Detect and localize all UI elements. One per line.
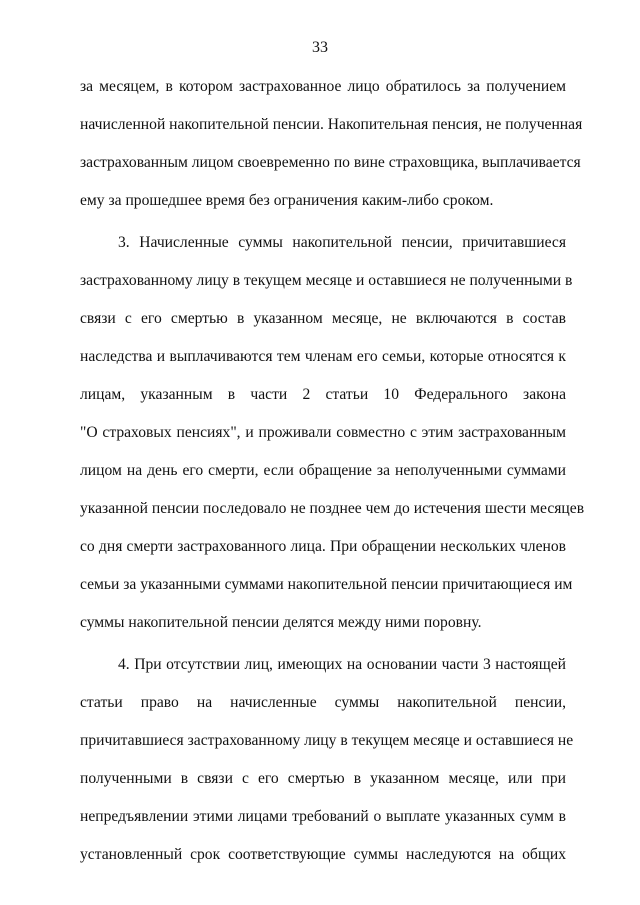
text-line: причитавшиеся застрахованному лицу в текущем месяце и оставшиеся не [80,732,574,749]
text-line: "О страховых пенсиях", и проживали совместно с этим застрахованным [80,424,566,441]
page-number: 33 [312,39,328,56]
text-line: застрахованному лицу в текущем месяце и оставшиеся не полученными в [80,272,573,289]
text-line: семьи за указанными суммами накопительной пенсии причитающиеся им [80,576,573,593]
text-line: 4. При отсутствии лиц, имеющих на основании части 3 настоящей [118,656,566,673]
text-line: 3. Начисленные суммы накопительной пенсии, причитавшиеся [118,234,566,251]
text-line: со дня смерти застрахованного лица. При обращении нескольких членов [80,538,566,555]
text-line: начисленной накопительной пенсии. Накопительная пенсия, не полученная [80,116,583,133]
text-line: лицам, указанным в части 2 статьи 10 Федерального закона [80,386,566,403]
text-line: непредъявлении этими лицами требований о выплате указанных сумм в [80,808,566,825]
text-line: ему за прошедшее время без ограничения каким-либо сроком. [80,192,494,209]
text-line: полученными в связи с его смертью в указанном месяце, или при [80,770,566,787]
document-body [80,75,585,881]
paragraph-continuation [80,75,583,227]
text-line: за месяцем, в котором застрахованное лицо обратилось за получением [80,78,566,95]
text-line: лицом на день его смерти, если обращение за неполученными суммами [80,462,566,479]
text-line: указанной пенсии последовало не позднее чем до истечения шести месяцев [80,500,585,517]
text-line: суммы накопительной пенсии делятся между ними поровну. [80,614,482,631]
text-line: связи с его смертью в указанном месяце, не включаются в состав [80,310,566,327]
paragraph-item-4 [80,653,574,881]
paragraph-item-3 [80,231,585,649]
text-line: наследства и выплачиваются тем членам его семьи, которые относятся к [80,348,566,365]
text-line: статьи право на начисленные суммы накопительной пенсии, [80,694,566,711]
text-line: установленный срок соответствующие суммы наследуются на общих [80,846,566,863]
text-line: застрахованным лицом своевременно по вине страховщика, выплачивается [80,154,581,171]
